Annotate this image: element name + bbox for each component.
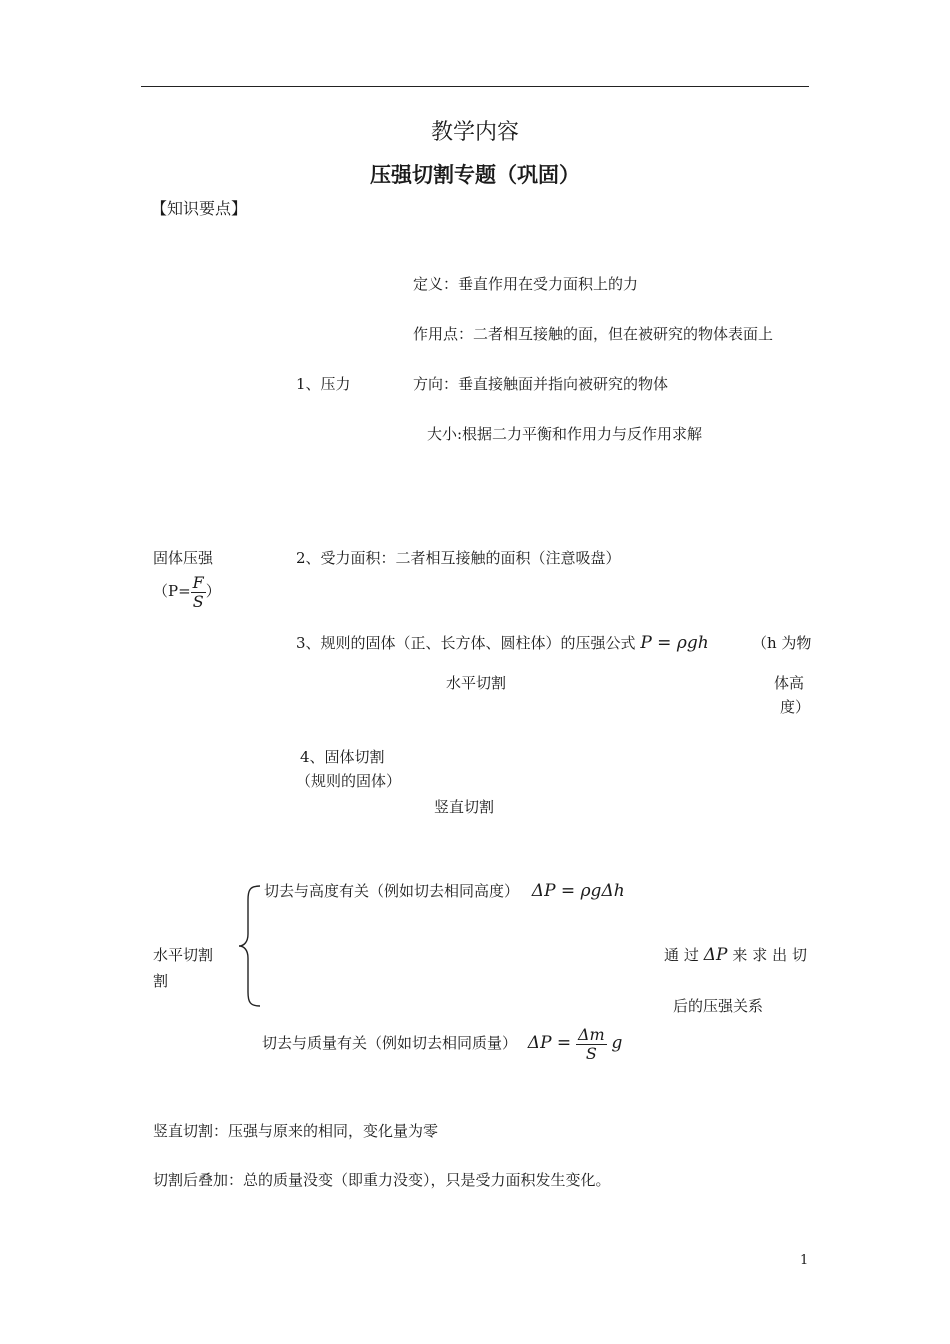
mass-fraction <box>576 1026 607 1063</box>
height-case-text: 切去与高度有关（例如切去相同高度） <box>264 882 520 900</box>
formula-denominator: S <box>192 591 204 611</box>
regular-formula-line <box>296 634 709 652</box>
height-note-2: 体高 <box>774 674 805 692</box>
mass-case-line <box>262 1020 622 1066</box>
pressure-definition: 定义：垂直作用在受力面积上的力 <box>413 275 639 293</box>
mass-formula-lhs: ΔP = <box>527 1033 572 1053</box>
pressure-label: 1、压力 <box>296 375 351 393</box>
page-title: 教学内容 <box>430 120 519 145</box>
note-char: 切 <box>791 946 807 964</box>
method-note-line-2: 后的压强关系 <box>673 997 764 1015</box>
note-char: 通 <box>664 946 680 964</box>
pressure-magnitude: 大小:根据二力平衡和作用力与反作用求解 <box>427 425 703 443</box>
height-note-1: （h 为物 <box>752 634 812 652</box>
section-label: 【知识要点】 <box>151 199 248 218</box>
vertical-cut-summary: 竖直切割：压强与原来的相同，变化量为零 <box>153 1122 439 1140</box>
note-delta-p: ΔP <box>703 945 728 965</box>
lesson-subtitle: 压强切割专题（巩固） <box>370 162 580 187</box>
mass-case-text: 切去与质量有关（例如切去相同质量） <box>262 1034 518 1052</box>
note-char: 求 <box>752 946 768 964</box>
formula-fraction <box>191 574 206 611</box>
formula-close: ） <box>205 582 221 600</box>
formula-open: （P= <box>153 582 191 600</box>
header-rule <box>141 86 809 87</box>
left-brace <box>236 884 264 1008</box>
height-case-line <box>264 882 625 900</box>
horizontal-cut-label: 水平切割 <box>446 674 507 692</box>
horizontal-detail-label-2: 割 <box>153 972 169 990</box>
note-char: 出 <box>772 946 788 964</box>
solid-pressure-label: 固体压强 <box>153 549 214 567</box>
regular-formula-text: 3、规则的固体（正、长方体、圆柱体）的压强公式 <box>296 634 636 652</box>
regular-formula-math: P = ρgh <box>640 633 709 653</box>
cutting-sublabel: （规则的固体） <box>296 772 402 790</box>
pressure-point: 作用点：二者相互接触的面，但在被研究的物体表面上 <box>413 325 774 343</box>
mass-numerator: Δm <box>577 1024 605 1044</box>
height-formula: ΔP = ρgΔh <box>531 881 625 901</box>
note-char: 过 <box>683 946 699 964</box>
mass-formula-tail: g <box>611 1033 623 1053</box>
method-note-line-1 <box>664 946 807 964</box>
stacking-summary: 切割后叠加：总的质量没变（即重力没变），只是受力面积发生变化。 <box>153 1171 611 1189</box>
page-number: 1 <box>800 1253 809 1268</box>
contact-area-text: 2、受力面积：二者相互接触的面积（注意吸盘） <box>296 549 621 567</box>
note-char: 来 <box>732 946 748 964</box>
pressure-direction: 方向：垂直接触面并指向被研究的物体 <box>413 375 669 393</box>
cutting-label: 4、固体切割 <box>300 748 385 766</box>
mass-denominator: S <box>585 1043 597 1063</box>
formula-numerator: F <box>192 572 204 592</box>
horizontal-detail-label-1: 水平切割 <box>153 946 214 964</box>
solid-pressure-formula <box>153 569 221 613</box>
height-note-3: 度） <box>780 698 811 716</box>
vertical-cut-label: 竖直切割 <box>434 798 495 816</box>
